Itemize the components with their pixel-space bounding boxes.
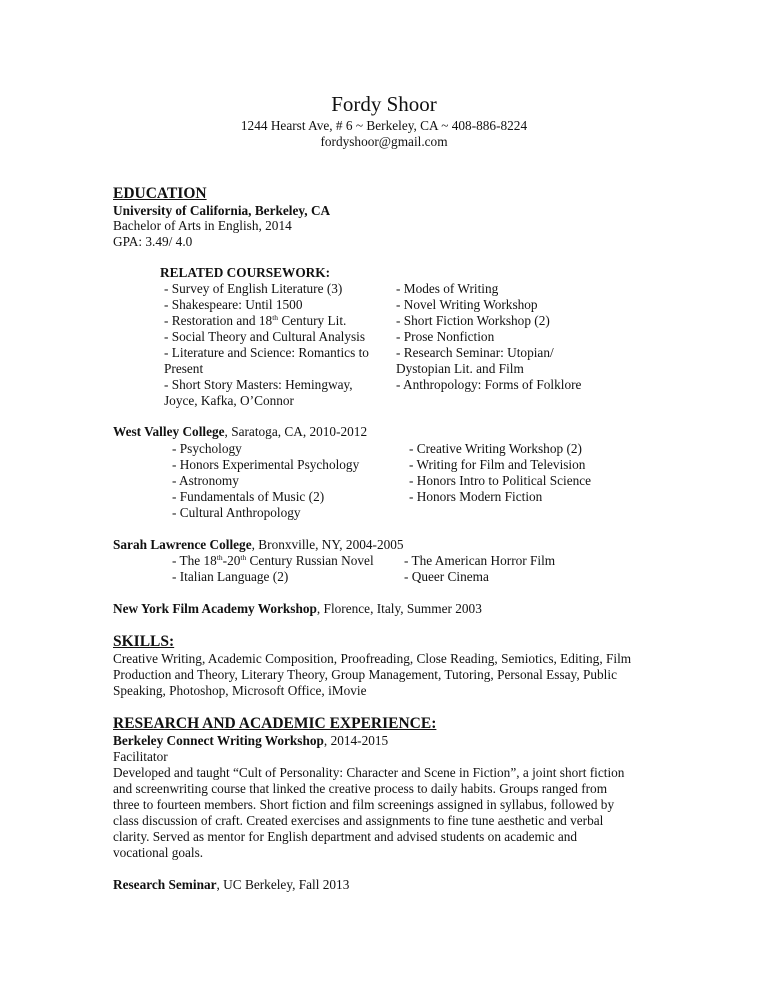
course-item: - Honors Intro to Political Science bbox=[409, 473, 592, 488]
bcww-desc-line: three to fourteen members. Short fiction and film screenings assigned in syllabus, followed by bbox=[113, 797, 615, 812]
ucb-school: University of California, Berkeley, CA bbox=[113, 203, 331, 218]
rs-title: Research Seminar bbox=[113, 877, 217, 892]
course-item: - Astronomy bbox=[172, 473, 239, 488]
rs-line bbox=[113, 877, 349, 893]
course-item: - Novel Writing Workshop bbox=[396, 297, 538, 312]
course-item: - Fundamentals of Music (2) bbox=[172, 489, 325, 504]
wvc-details: , Saratoga, CA, 2010-2012 bbox=[224, 424, 368, 439]
bcww-desc-line: clarity. Served as mentor for English department and advised students on academic and bbox=[113, 829, 578, 844]
education-heading: EDUCATION bbox=[113, 185, 207, 202]
course-text: Century Lit. bbox=[278, 313, 347, 328]
bcww-line bbox=[113, 733, 388, 749]
slc-details: , Bronxville, NY, 2004-2005 bbox=[251, 537, 404, 552]
ordinal-suffix: th bbox=[240, 553, 247, 562]
wvc-line bbox=[113, 424, 367, 440]
course-item bbox=[164, 313, 346, 329]
skills-line: Production and Theory, Literary Theory, Group Management, Tutoring, Personal Essay, Public bbox=[113, 667, 617, 682]
course-item-cont: Joyce, Kafka, O’Connor bbox=[164, 393, 294, 408]
course-item: - The American Horror Film bbox=[404, 553, 556, 568]
bcww-desc-line: and screenwriting course that linked the creative process to daily habits. Groups ranged from bbox=[113, 781, 608, 796]
course-text: -20 bbox=[222, 553, 241, 568]
course-item: - Creative Writing Workshop (2) bbox=[409, 441, 582, 456]
course-item: - Modes of Writing bbox=[396, 281, 499, 296]
course-item: - Short Story Masters: Hemingway, bbox=[164, 377, 353, 392]
ordinal-suffix: th bbox=[272, 313, 279, 322]
course-item: - Writing for Film and Television bbox=[409, 457, 586, 472]
skills-line: Speaking, Photoshop, Microsoft Office, iMovie bbox=[113, 683, 367, 698]
nyfa-line bbox=[113, 601, 482, 617]
research-heading: RESEARCH AND ACADEMIC EXPERIENCE: bbox=[113, 715, 437, 732]
course-item-cont: Dystopian Lit. and Film bbox=[396, 361, 524, 376]
course-item: - Survey of English Literature (3) bbox=[164, 281, 343, 296]
bcww-role: Facilitator bbox=[113, 749, 168, 764]
course-item: - Cultural Anthropology bbox=[172, 505, 301, 520]
ordinal-suffix: th bbox=[216, 553, 223, 562]
course-text: Century Russian Novel bbox=[246, 553, 374, 568]
contact-address: 1244 Hearst Ave, # 6 ~ Berkeley, CA ~ 408-886-8224 bbox=[240, 118, 528, 133]
course-item: - Honors Modern Fiction bbox=[409, 489, 543, 504]
course-item: - Prose Nonfiction bbox=[396, 329, 495, 344]
course-item bbox=[172, 553, 374, 569]
bcww-desc-line: Developed and taught “Cult of Personality: Character and Scene in Fiction”, a joint short fiction bbox=[113, 765, 625, 780]
contact-email: fordyshoor@gmail.com bbox=[320, 134, 448, 149]
course-item: - Shakespeare: Until 1500 bbox=[164, 297, 303, 312]
course-item: - Psychology bbox=[172, 441, 242, 456]
rs-details: , UC Berkeley, Fall 2013 bbox=[216, 877, 350, 892]
course-item: - Research Seminar: Utopian/ bbox=[396, 345, 554, 360]
course-item-cont: Present bbox=[164, 361, 204, 376]
bcww-title: Berkeley Connect Writing Workshop bbox=[113, 733, 324, 748]
ucb-gpa: GPA: 3.49/ 4.0 bbox=[113, 234, 193, 249]
bcww-details: , 2014-2015 bbox=[323, 733, 389, 748]
nyfa-details: , Florence, Italy, Summer 2003 bbox=[316, 601, 482, 616]
skills-line: Creative Writing, Academic Composition, Proofreading, Close Reading, Semiotics, Editing, Film bbox=[113, 651, 632, 666]
bcww-desc-line: vocational goals. bbox=[113, 845, 204, 860]
course-item: - Anthropology: Forms of Folklore bbox=[396, 377, 582, 392]
bcww-desc-line: class discussion of craft. Created exercises and assignments to fine tune aesthetic and verbal bbox=[113, 813, 604, 828]
course-item: - Queer Cinema bbox=[404, 569, 489, 584]
course-item: - Literature and Science: Romantics to bbox=[164, 345, 369, 360]
wvc-school: West Valley College bbox=[113, 424, 225, 439]
course-item: - Italian Language (2) bbox=[172, 569, 289, 584]
course-item: - Short Fiction Workshop (2) bbox=[396, 313, 550, 328]
slc-school: Sarah Lawrence College bbox=[113, 537, 252, 552]
course-item: - Honors Experimental Psychology bbox=[172, 457, 360, 472]
ucb-degree: Bachelor of Arts in English, 2014 bbox=[113, 218, 292, 233]
resume-name: Fordy Shoor bbox=[331, 92, 437, 116]
coursework-heading: RELATED COURSEWORK: bbox=[160, 265, 331, 280]
course-item: - Social Theory and Cultural Analysis bbox=[164, 329, 366, 344]
slc-line bbox=[113, 537, 404, 553]
course-text: - Restoration and 18 bbox=[164, 313, 273, 328]
nyfa-school: New York Film Academy Workshop bbox=[113, 601, 317, 616]
course-text: - The 18 bbox=[172, 553, 217, 568]
skills-heading: SKILLS: bbox=[113, 633, 175, 650]
